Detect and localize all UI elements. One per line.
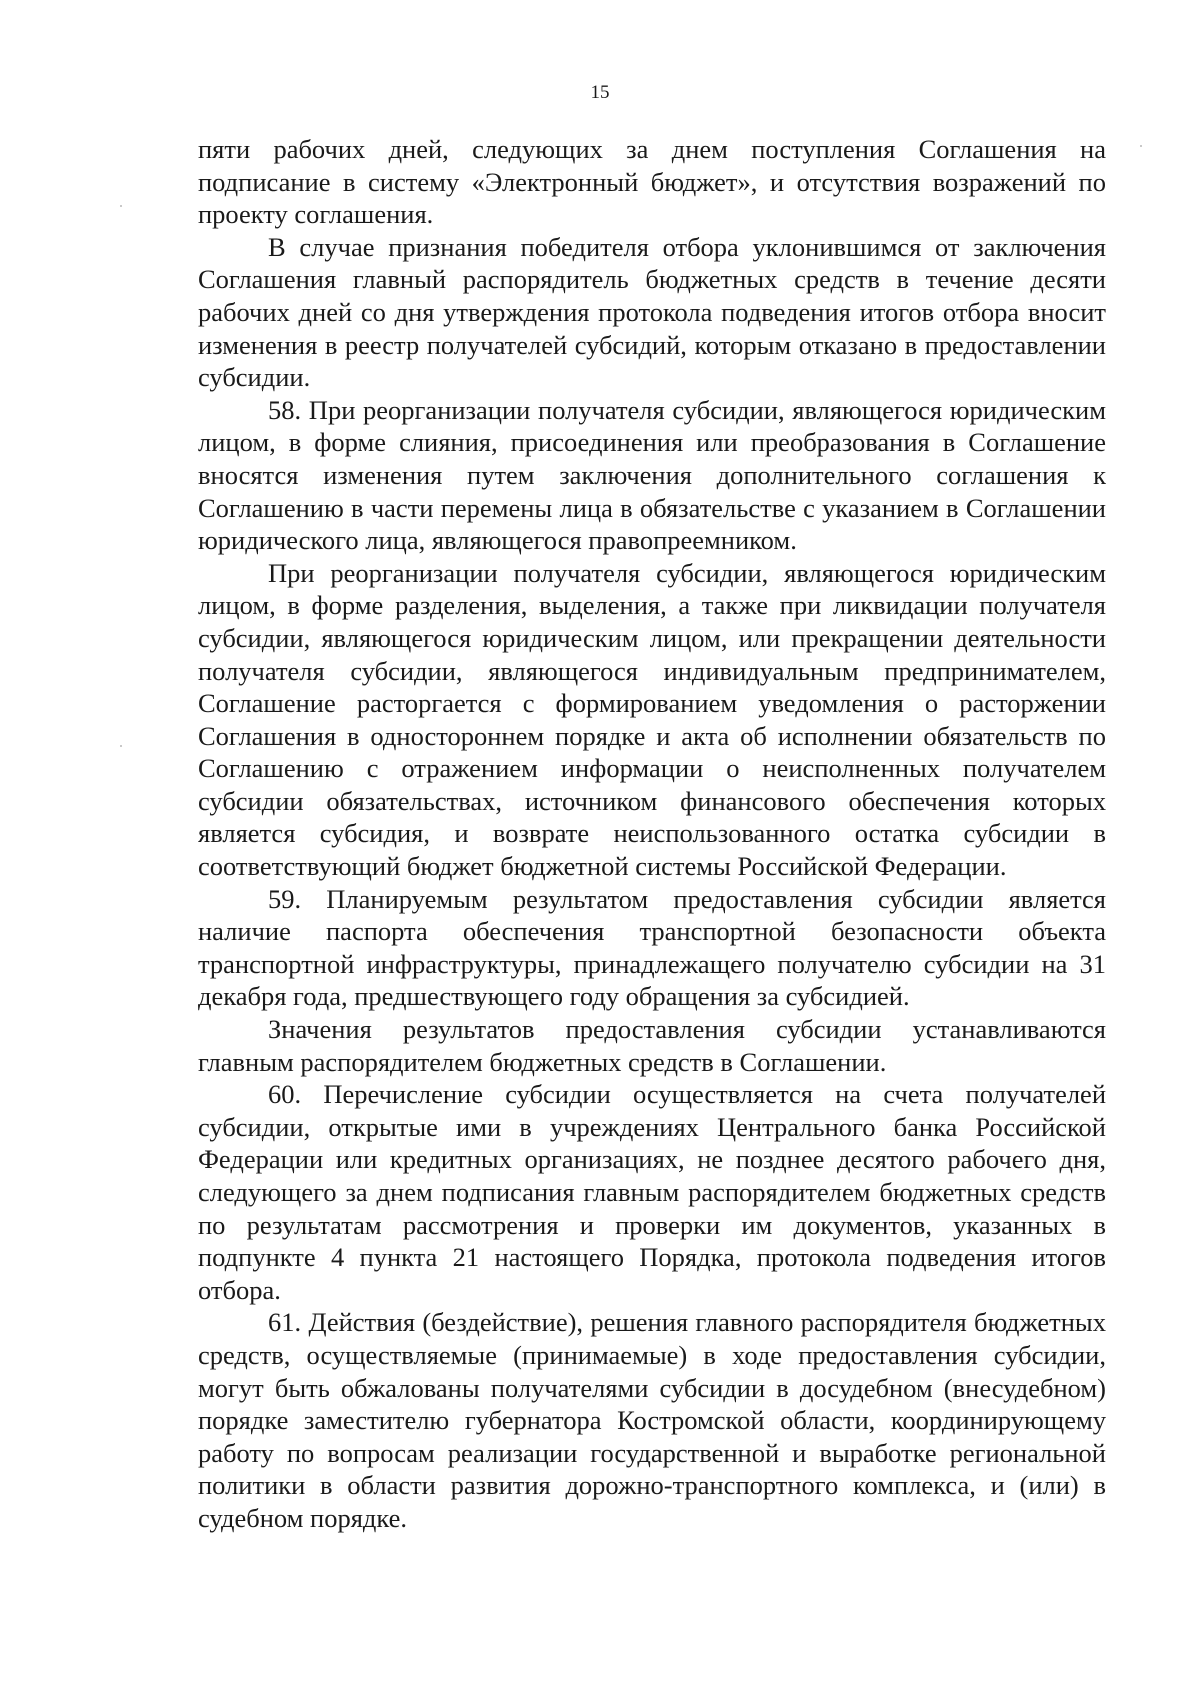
scan-speck [120,745,122,747]
page-number: 15 [590,82,610,103]
paragraph-continuation: пяти рабочих дней, следующих за днем поступления Соглашения на подписание в систему «Электронный бюджет», и отсутствия возражений по проекту соглашения. [198,134,1106,230]
document-body [198,133,1106,1535]
paragraph-item-60: 60. Перечисление субсидии осуществляется на счета получателей субсидии, открытые ими в учреждениях Центрального банка Российской Федерации или кредитных организациях, не позднее десятого рабочего дня, следующего за днем подписания главным распорядителем бюджетных средств по результатам рассмотрения и проверки им документов, указанных в подпункте 4 пункта 21 настоящего Порядка, протокола подведения итогов отбора. [198,1079,1106,1305]
paragraph-evasion: В случае признания победителя отбора уклонившимся от заключения Соглашения главный распорядитель бюджетных средств в течение десяти рабочих дней со дня утверждения протокола подведения итогов отбора вносит изменения в реестр получателей субсидий, которым отказано в предоставлении субсидии. [198,231,1106,393]
scan-speck [1140,145,1142,147]
paragraph-item-58: 58. При реорганизации получателя субсидии, являющегося юридическим лицом, в форме слияния, присоединения или преобразования в Соглашение вносятся изменения путем заключения дополнительного соглашения к Соглашению в части перемены лица в обязательстве с указанием в Соглашении юридического лица, являющегося правопреемником. [198,394,1106,556]
paragraph-item-61: 61. Действия (бездействие), решения главного распорядителя бюджетных средств, осуществляемые (принимаемые) в ходе предоставления субсидии, могут быть обжалованы получателями субсидии в досудебном (внесудебном) порядке заместителю губернатора Костромской области, координирующему работу по вопросам реализации государственной и выработке региональной политики в области развития дорожно-транспортного комплекса, и (или) в судебном порядке. [198,1307,1106,1533]
paragraph-result-values: Значения результатов предоставления субсидии устанавливаются главным распорядителем бюджетных средств в Соглашении. [198,1014,1106,1077]
paragraph-reorganization: При реорганизации получателя субсидии, являющегося юридическим лицом, в форме разделения, выделения, а также при ликвидации получателя субсидии, являющегося юридическим лицом, или прекращении деятельности получателя субсидии, являющегося индивидуальным предпринимателем, Соглашение расторгается с формированием уведомления о расторжении Соглашения в одностороннем порядке и акта об исполнении обязательств по Соглашению с отражением информации о неисполненных получателем субсидии обязательствах, источником финансового обеспечения которых является субсидия, и возврате неиспользованного остатка субсидии в соответствующий бюджет бюджетной системы Российской Федерации. [198,557,1106,882]
paragraph-item-59: 59. Планируемым результатом предоставления субсидии является наличие паспорта обеспечения транспортной безопасности объекта транспортной инфраструктуры, принадлежащего получателю субсидии на 31 декабря года, предшествующего году обращения за субсидией. [198,883,1106,1012]
scan-speck [120,205,122,207]
